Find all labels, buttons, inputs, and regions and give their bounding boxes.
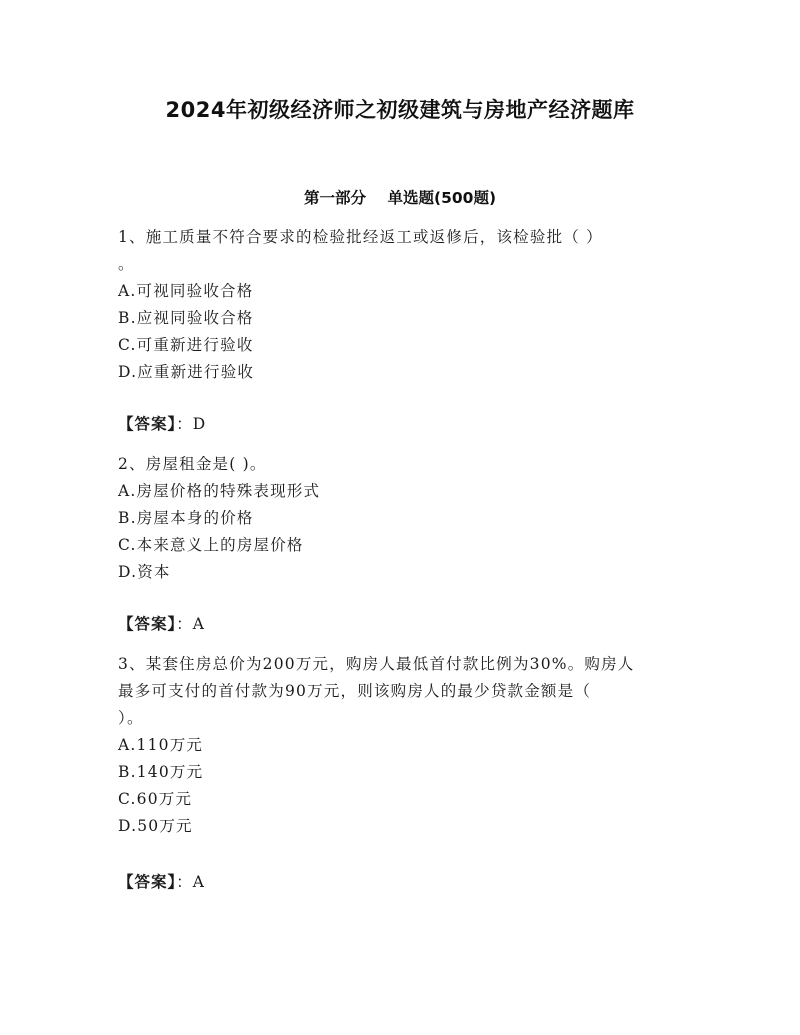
answer-value: A	[192, 615, 205, 633]
answer-separator: ：	[176, 615, 193, 633]
option-a: A.可视同验收合格	[118, 282, 254, 300]
option-b: B.应视同验收合格	[118, 309, 254, 327]
answer-label: 【答案】	[118, 873, 177, 891]
question-stem-line: 1、施工质量不符合要求的检验批经返工或返修后，该检验批（ ）	[118, 228, 603, 246]
page-title: 2024年初级经济师之初级建筑与房地产经济题库	[165, 98, 635, 122]
question-stem-line: 最多可支付的首付款为90万元，则该购房人的最少贷款金额是（	[118, 682, 592, 700]
option-d: D.50万元	[118, 817, 193, 835]
answer-value: D	[192, 415, 207, 433]
section-title: 第一部分 单选题(500题)	[303, 189, 497, 207]
answer-separator: ：	[176, 415, 193, 433]
option-c: C.本来意义上的房屋价格	[118, 536, 304, 554]
question-stem-line: 3、某套住房总价为200万元，购房人最低首付款比例为30%。购房人	[118, 655, 635, 673]
question-list	[118, 224, 678, 909]
question-item	[118, 651, 678, 896]
answer-value: A	[192, 873, 205, 891]
answer-separator: ：	[176, 873, 193, 891]
answer-label: 【答案】	[118, 615, 177, 633]
answer-label: 【答案】	[118, 415, 177, 433]
question-stem-line: 。	[118, 255, 135, 273]
option-a: A.房屋价格的特殊表现形式	[118, 482, 321, 500]
question-item	[118, 451, 678, 638]
answer-line	[118, 411, 678, 438]
option-c: C.可重新进行验收	[118, 336, 254, 354]
question-stem-line: 2、房屋租金是( )。	[118, 455, 267, 473]
question-stem-line: ）。	[118, 709, 144, 727]
option-c: C.60万元	[118, 790, 193, 808]
answer-line	[118, 869, 678, 896]
option-d: D.资本	[118, 563, 171, 581]
option-b: B.房屋本身的价格	[118, 509, 254, 527]
option-d: D.应重新进行验收	[118, 363, 255, 381]
answer-line	[118, 611, 678, 638]
question-item	[118, 224, 678, 438]
option-a: A.110万元	[118, 736, 204, 754]
option-b: B.140万元	[118, 763, 204, 781]
